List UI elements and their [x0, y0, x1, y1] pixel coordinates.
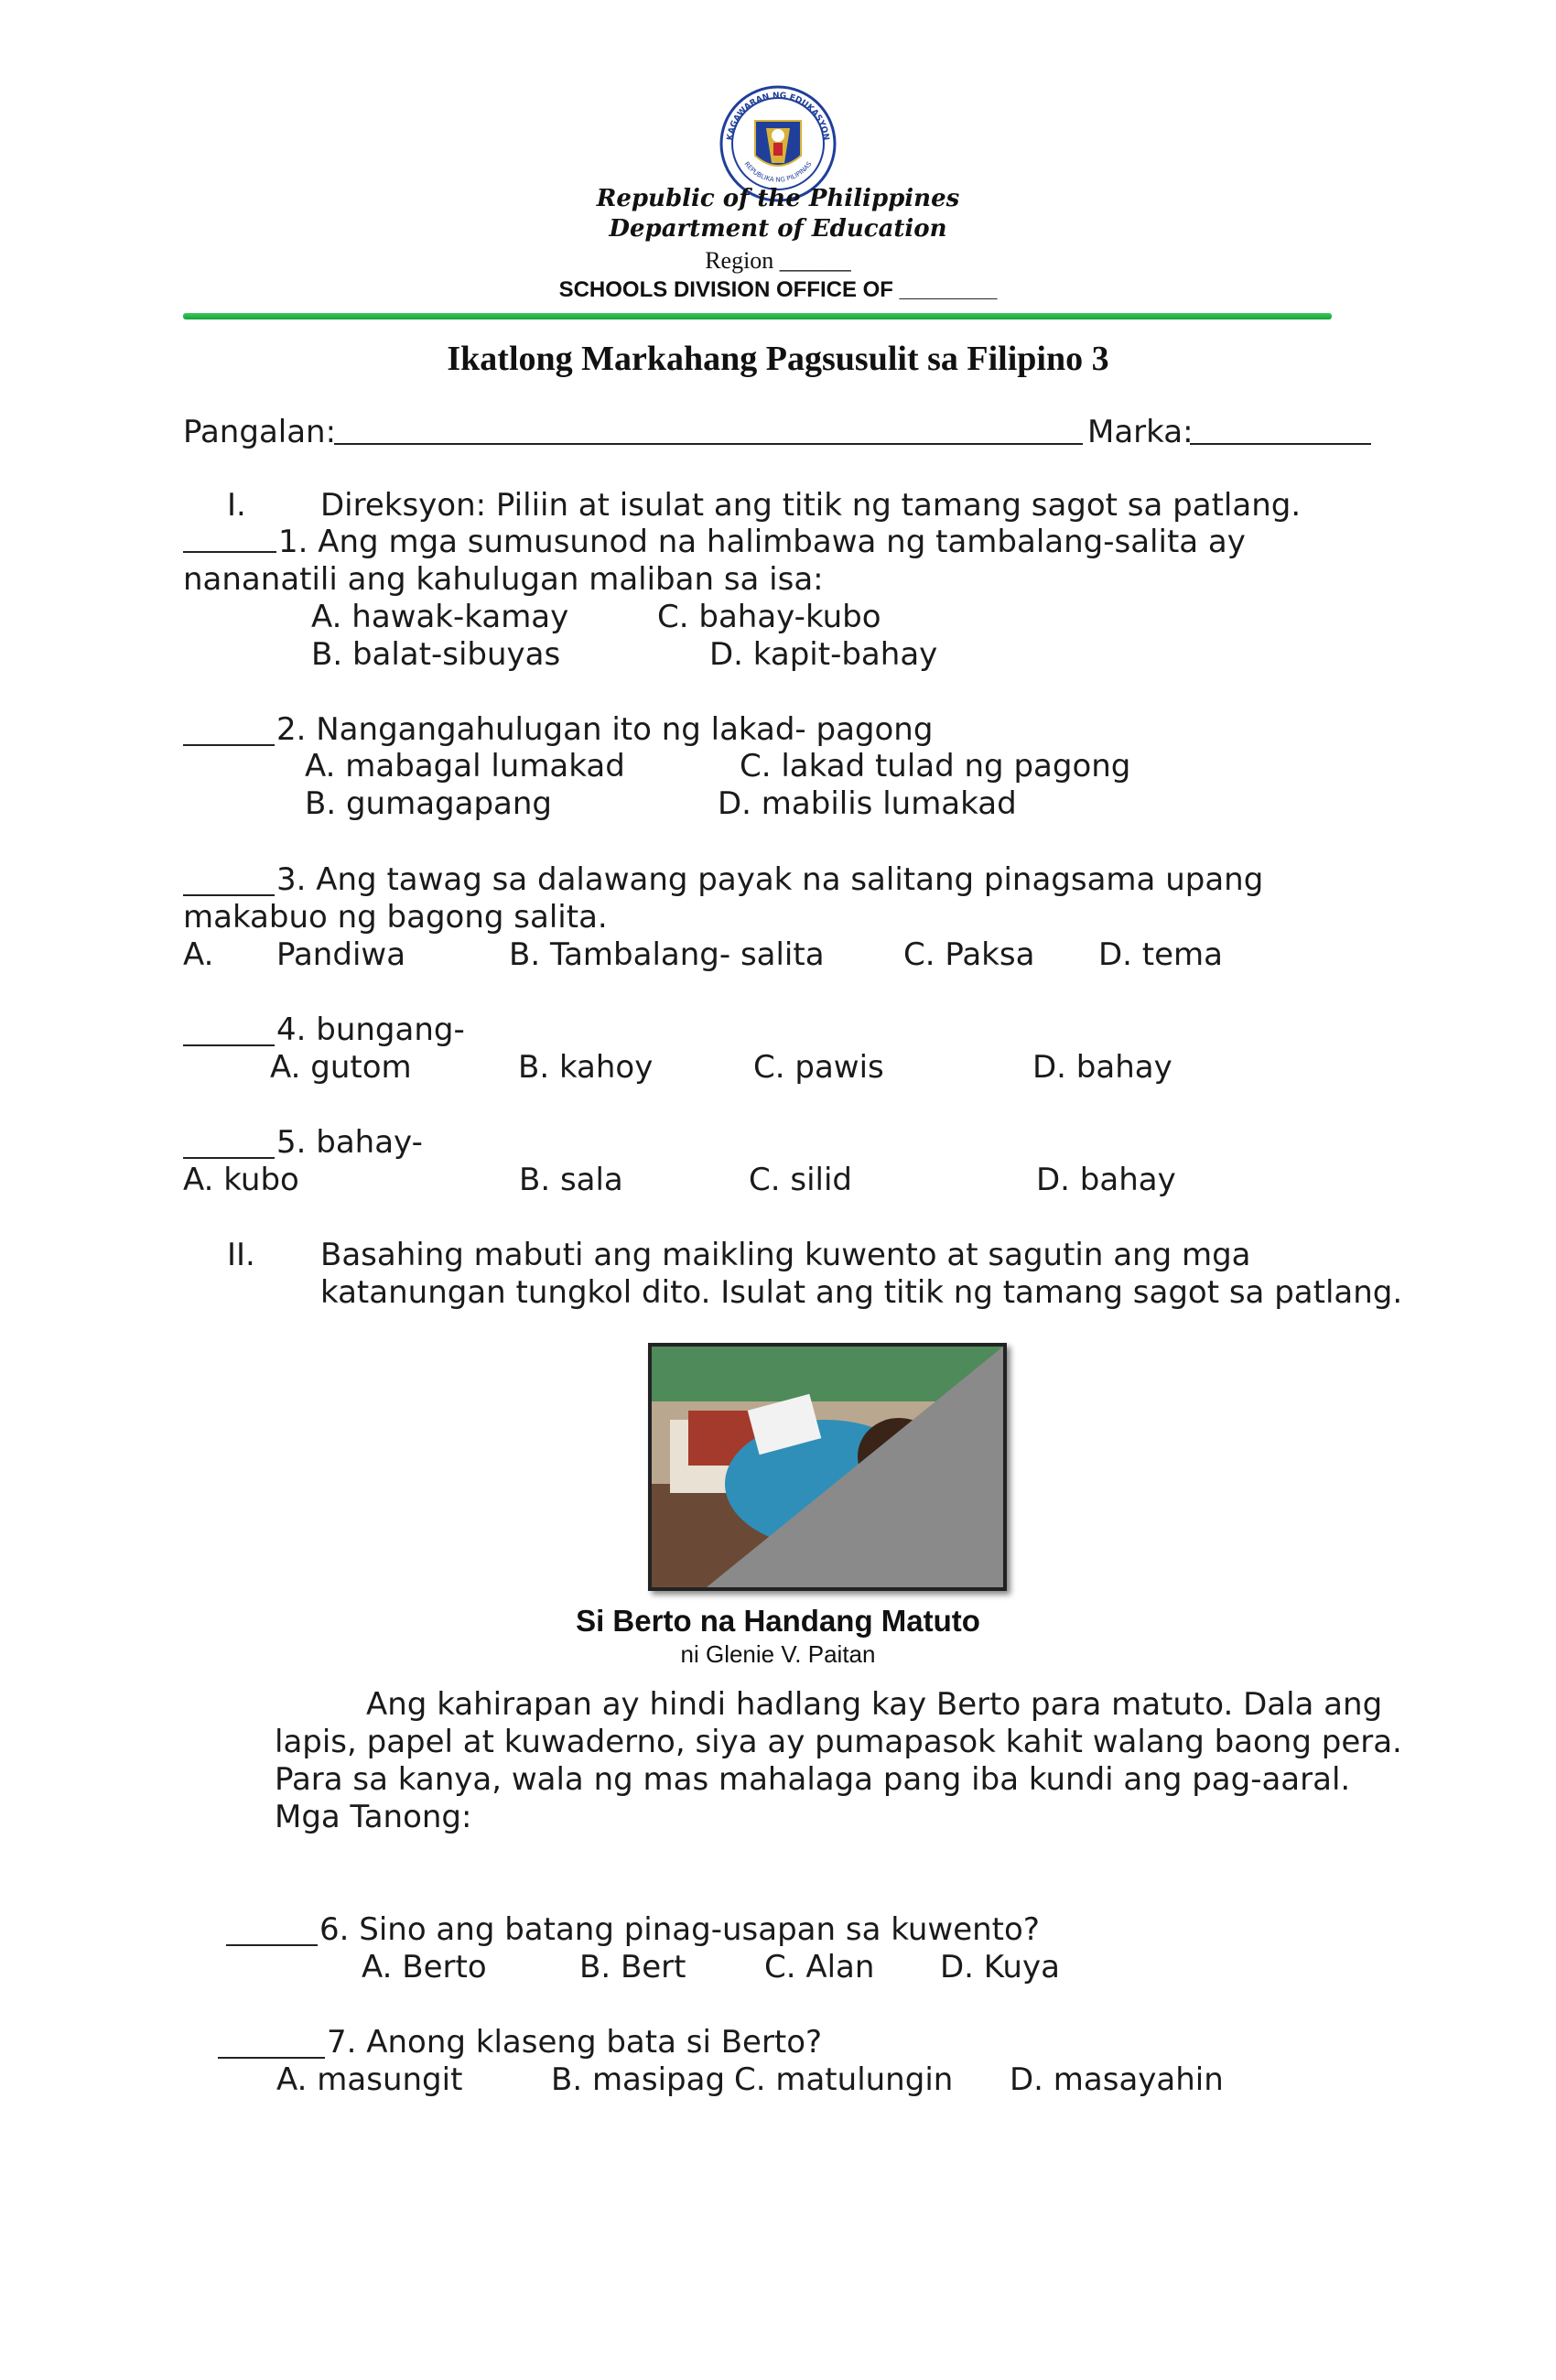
question-6-line-1: 6. Sino ang batang pinag-usapan sa kuwento?	[319, 1911, 1040, 1948]
questions-heading: Mga Tanong:	[275, 1799, 472, 1835]
boy-reading-picture	[652, 1347, 1003, 1587]
choice-4b: B. kahoy	[518, 1049, 654, 1086]
department-heading: Department of Education	[609, 215, 947, 243]
choice-7a: A. masungit	[276, 2061, 463, 2098]
choice-6d: D. Kuya	[940, 1949, 1060, 1985]
choice-4d: D. bahay	[1032, 1049, 1172, 1086]
part2-numeral: II.	[227, 1237, 255, 1273]
question-3-line-1: 3. Ang tawag sa dalawang payak na salitang pinagsama upang	[276, 861, 1264, 898]
answer-blank-6[interactable]	[226, 1944, 318, 1946]
division-heading: SCHOOLS DIVISION OFFICE OF ________	[558, 277, 998, 302]
choice-3a: Pandiwa	[276, 936, 406, 973]
choice-3d: D. tema	[1098, 936, 1223, 973]
answer-blank-1[interactable]	[183, 551, 276, 553]
choice-5b: B. sala	[519, 1162, 623, 1198]
question-1-line-2: nananatili ang kahulugan maliban sa isa:	[183, 561, 824, 598]
choice-6a: A. Berto	[362, 1949, 487, 1985]
choice-3c: C. Paksa	[903, 936, 1035, 973]
choice-2a: A. mabagal lumakad	[305, 748, 625, 784]
choice-2b: B. gumagapang	[305, 785, 552, 822]
name-label: Pangalan:	[183, 414, 337, 450]
page-title: Ikatlong Markahang Pagsusulit sa Filipino 3	[447, 340, 1109, 378]
choice-6b: B. Bert	[579, 1949, 686, 1985]
question-1-line-1: 1. Ang mga sumusunod na halimbawa ng tambalang-salita ay	[278, 524, 1246, 560]
part2-direction-line-1: Basahing mabuti ang maikling kuwento at sagutin ang mga	[320, 1237, 1251, 1273]
header-divider	[183, 313, 1332, 319]
score-label: Marka:	[1087, 414, 1194, 450]
choice-1b: B. balat-sibuyas	[311, 636, 561, 673]
seal-text-bottom: REPUBLIKA NG PILIPINAS	[742, 160, 814, 184]
answer-blank-7[interactable]	[218, 2057, 325, 2059]
choice-7b: B. masipag	[551, 2061, 726, 2098]
choice-4a: A. gutom	[270, 1049, 412, 1086]
choice-3b: B. Tambalang- salita	[509, 936, 825, 973]
seal-text-top: KAGAWARAN NG EDUKASYON	[726, 91, 830, 141]
score-field[interactable]	[1190, 443, 1371, 445]
part1-numeral: I.	[227, 487, 246, 524]
choice-7c: C. matulungin	[734, 2061, 954, 2098]
answer-blank-4[interactable]	[183, 1044, 275, 1046]
choice-2d: D. mabilis lumakad	[718, 785, 1017, 822]
republic-heading: Republic of the Philippines	[596, 185, 960, 212]
question-2-line-1: 2. Nangangahulugan ito ng lakad- pagong	[276, 711, 934, 748]
story-author: ni Glenie V. Paitan	[680, 1640, 876, 1668]
choice-6c: C. Alan	[764, 1949, 875, 1985]
choice-4c: C. pawis	[753, 1049, 884, 1086]
choice-7d: D. masayahin	[1010, 2061, 1224, 2098]
question-3-line-2: makabuo ng bagong salita.	[183, 899, 608, 936]
choice-5c: C. silid	[749, 1162, 852, 1198]
choice-2c: C. lakad tulad ng pagong	[740, 748, 1131, 784]
answer-blank-5[interactable]	[183, 1157, 275, 1159]
story-line-3: Para sa kanya, wala ng mas mahalaga pang iba kundi ang pag-aaral.	[275, 1761, 1351, 1798]
story-line-2: lapis, papel at kuwaderno, siya ay pumapasok kahit walang baong pera.	[275, 1724, 1402, 1760]
choice-5a: A. kubo	[183, 1162, 299, 1198]
answer-blank-2[interactable]	[183, 744, 275, 746]
question-7-line-1: 7. Anong klaseng bata si Berto?	[327, 2024, 823, 2061]
choice-5d: D. bahay	[1036, 1162, 1176, 1198]
story-illustration	[648, 1343, 1007, 1591]
part2-direction-line-2: katanungan tungkol dito. Isulat ang titik ng tamang sagot sa patlang.	[320, 1274, 1403, 1311]
name-field[interactable]	[334, 443, 1083, 445]
choice-1a: A. hawak-kamay	[311, 599, 569, 635]
story-line-1: Ang kahirapan ay hindi hadlang kay Berto para matuto. Dala ang	[366, 1686, 1383, 1723]
choice-3a-letter: A.	[183, 936, 214, 973]
question-4-line-1: 4. bungang-	[276, 1012, 465, 1048]
region-heading: Region ______	[705, 247, 851, 274]
part1-direction: Direksyon: Piliin at isulat ang titik ng tamang sagot sa patlang.	[320, 487, 1302, 524]
choice-1d: D. kapit-bahay	[709, 636, 938, 673]
choice-1c: C. bahay-kubo	[657, 599, 881, 635]
question-5-line-1: 5. bahay-	[276, 1124, 423, 1161]
story-title: Si Berto na Handang Matuto	[576, 1604, 980, 1638]
answer-blank-3[interactable]	[183, 894, 275, 896]
